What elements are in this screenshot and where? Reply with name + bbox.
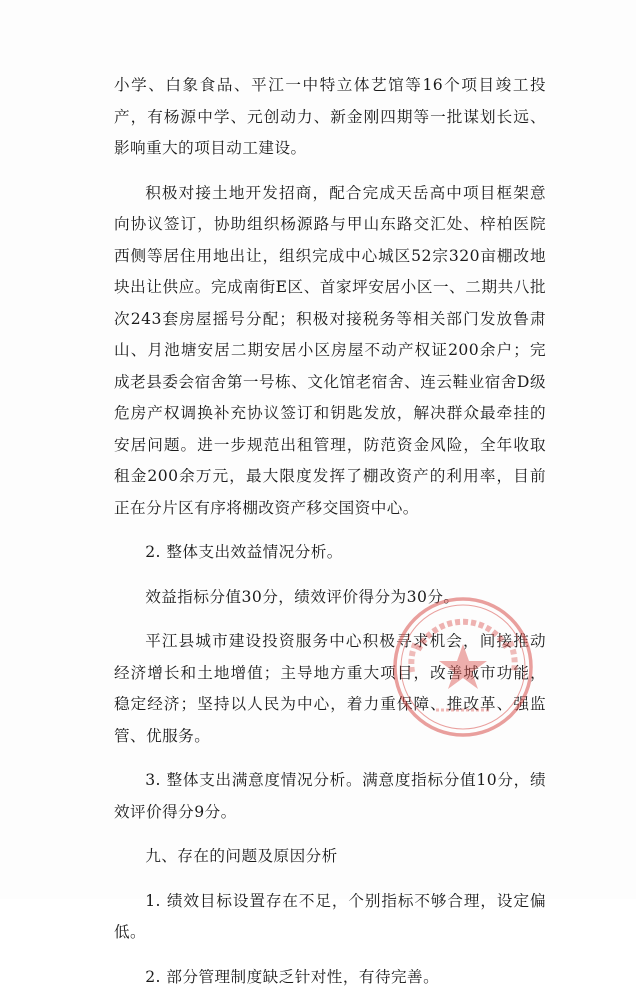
paragraph-investment-center: 平江县城市建设投资服务中心积极寻求机会，间接推动经济增长和土地增值；主导地方重大项目，改善城市功能，稳定经济；坚持以人民为中心，着力重保障、推改革、强监管、优服务。 bbox=[114, 632, 546, 745]
paragraph-project-completion: 小学、白象食品、平江一中特立体艺馆等16个项目竣工投产，有杨源中学、元创动力、新金刚四期等一批谋划长远、影响重大的项目动工建设。 bbox=[114, 76, 546, 157]
document-body bbox=[114, 70, 546, 1006]
heading-problems-causes: 九、存在的问题及原因分析 bbox=[145, 847, 338, 865]
paragraph-land-development: 积极对接土地开发招商，配合完成天岳高中项目框架意向协议签订，协助组织杨源路与甲山东路交汇处、梓柏医院西侧等居住用地出让，组织完成中心城区52宗320亩棚改地块出让供应。完成南街E区、首家坪安居小区一、二期共八批次243套房屋摇号分配；积极对接税务等相关部门发放鲁肃山、月池塘安居二期安居小区房屋不动产权证200余户；完成老县委会宿舍第一号栋、文化馆老宿舍、连云鞋业宿舍D级危房产权调换补充协议签订和钥匙发放，解决群众最牵挂的安居问题。进一步规范出租管理，防范资金风险，全年收取租金200余万元，最大限度发挥了棚改资产的利用率，目前正在分片区有序将棚改资产移交国资中心。 bbox=[114, 183, 546, 517]
paragraph-satisfaction-analysis: 3. 整体支出满意度情况分析。满意度指标分值10分，绩效评价得分9分。 bbox=[114, 771, 546, 821]
paragraph-benefit-score: 效益指标分值30分，绩效评价得分为30分。 bbox=[145, 587, 460, 606]
list-item-problem-2: 2. 部分管理制度缺乏针对性，有待完善。 bbox=[145, 967, 440, 986]
list-item-problem-1: 1. 绩效目标设置存在不足，个别指标不够合理，设定偏低。 bbox=[114, 891, 546, 941]
heading-benefit-analysis: 2. 整体支出效益情况分析。 bbox=[145, 543, 343, 561]
